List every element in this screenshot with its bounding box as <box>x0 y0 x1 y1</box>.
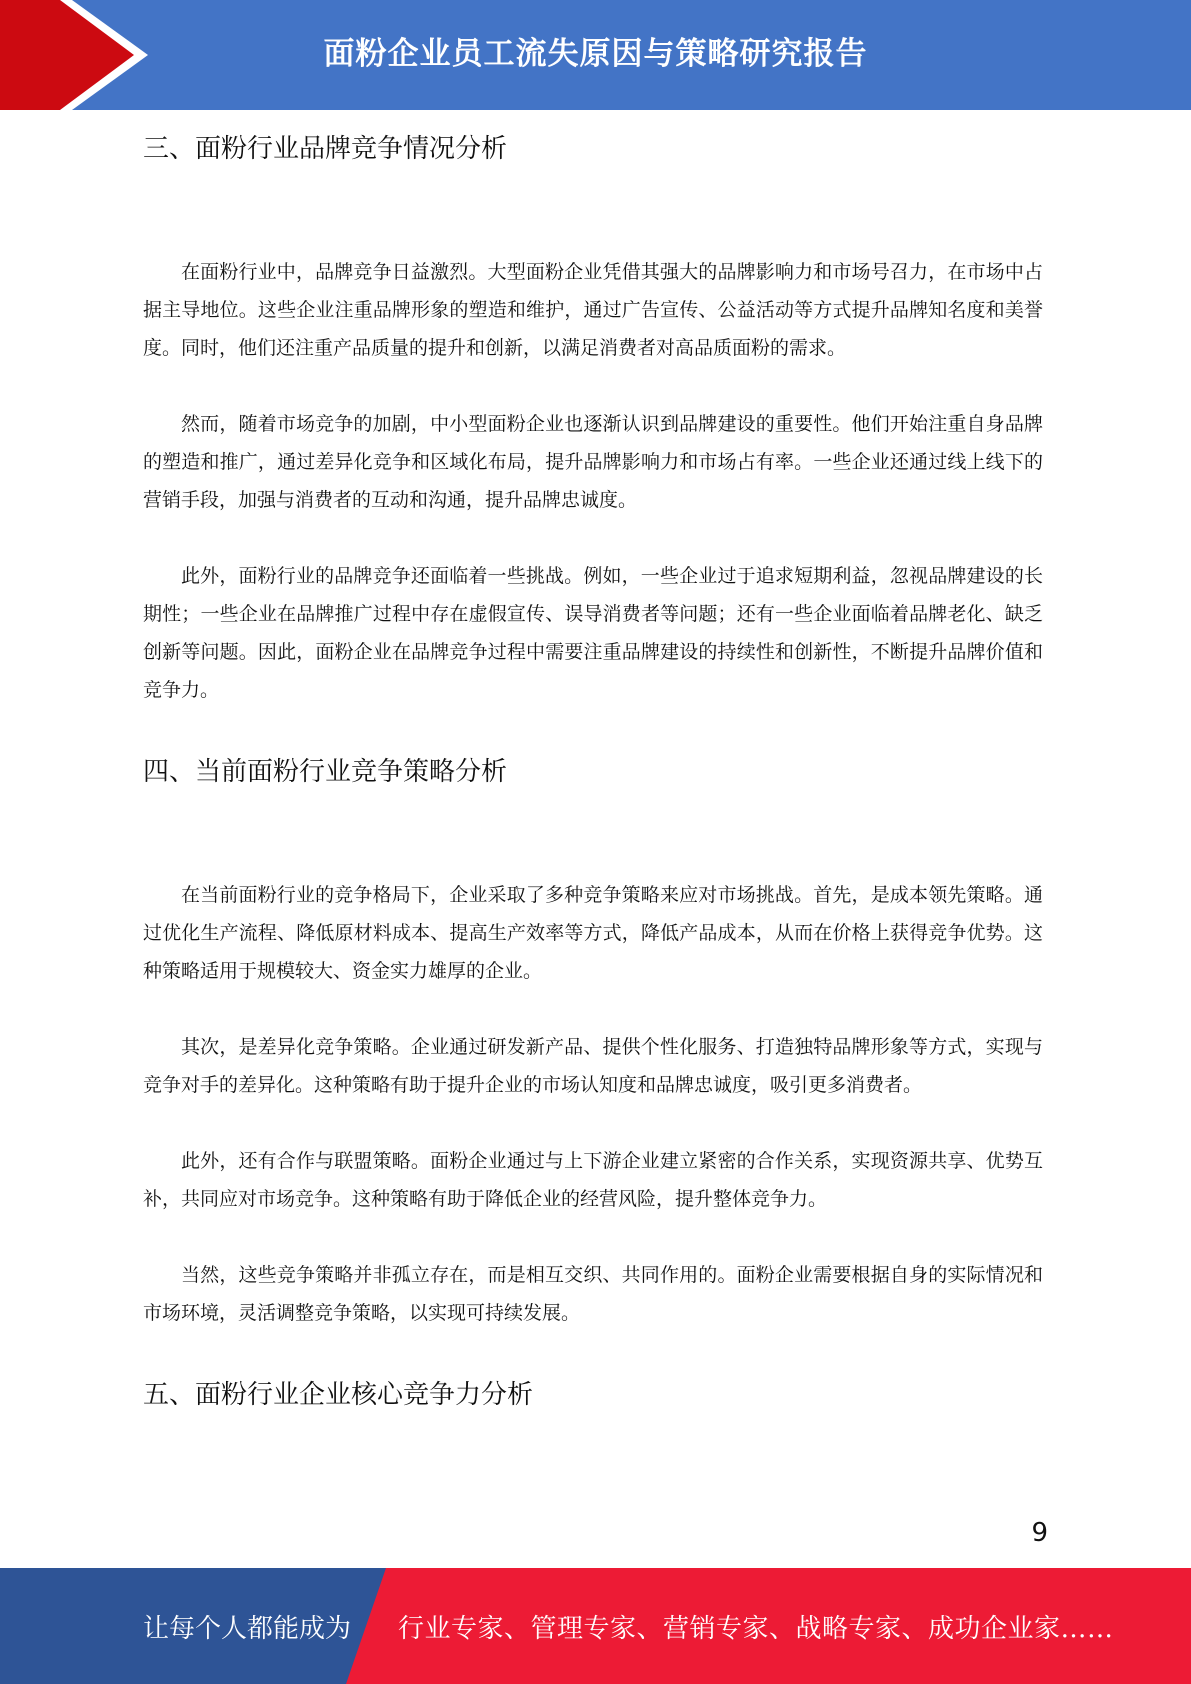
section-heading: 三、面粉行业品牌竞争情况分析 <box>143 134 508 164</box>
paragraph: 然而，随着市场竞争的加剧，中小型面粉企业也逐渐认识到品牌建设的重要性。他们开始注重自身品牌的塑造和推广，通过差异化竞争和区域化布局，提升品牌影响力和市场占有率。一些企业还通过线上线下的营销手段，加强与消费者的互动和沟通，提升品牌忠诚度。 <box>143 413 1043 511</box>
paragraph: 在面粉行业中，品牌竞争日益激烈。大型面粉企业凭借其强大的品牌影响力和市场号召力，在市场中占据主导地位。这些企业注重品牌形象的塑造和维护，通过广告宣传、公益活动等方式提升品牌知名度和美誉度。同时，他们还注重产品质量的提升和创新，以满足消费者对高品质面粉的需求。 <box>143 261 1043 359</box>
section-heading: 四、当前面粉行业竞争策略分析 <box>143 757 508 787</box>
paragraph: 此外，还有合作与联盟策略。面粉企业通过与上下游企业建立紧密的合作关系，实现资源共享、优势互补，共同应对市场竞争。这种策略有助于降低企业的经营风险，提升整体竞争力。 <box>143 1150 1043 1210</box>
paragraph: 当然，这些竞争策略并非孤立存在，而是相互交织、共同作用的。面粉企业需要根据自身的实际情况和市场环境，灵活调整竞争策略，以实现可持续发展。 <box>143 1264 1043 1324</box>
page-footer <box>0 1568 1191 1684</box>
document-body <box>143 128 1043 1411</box>
report-title: 面粉企业员工流失原因与策略研究报告 <box>323 36 868 72</box>
section-heading: 五、面粉行业企业核心竞争力分析 <box>143 1380 534 1410</box>
footer-slogan-left: 让每个人都能成为 <box>143 1614 352 1644</box>
paragraph: 在当前面粉行业的竞争格局下，企业采取了多种竞争策略来应对市场挑战。首先，是成本领先策略。通过优化生产流程、降低原材料成本、提高生产效率等方式，降低产品成本，从而在价格上获得竞争优势。这种策略适用于规模较大、资金实力雄厚的企业。 <box>143 884 1043 982</box>
page-number: 9 <box>1031 1518 1048 1548</box>
paragraph: 其次，是差异化竞争策略。企业通过研发新产品、提供个性化服务、打造独特品牌形象等方式，实现与竞争对手的差异化。这种策略有助于提升企业的市场认知度和品牌忠诚度，吸引更多消费者。 <box>143 1036 1043 1096</box>
paragraph: 此外，面粉行业的品牌竞争还面临着一些挑战。例如，一些企业过于追求短期利益，忽视品牌建设的长期性；一些企业在品牌推广过程中存在虚假宣传、误导消费者等问题；还有一些企业面临着品牌老化、缺乏创新等问题。因此，面粉企业在品牌竞争过程中需要注重品牌建设的持续性和创新性，不断提升品牌价值和竞争力。 <box>143 565 1043 701</box>
footer-slogan-right: 行业专家、管理专家、营销专家、战略专家、成功企业家…… <box>398 1614 1114 1644</box>
page-header <box>0 0 1191 110</box>
